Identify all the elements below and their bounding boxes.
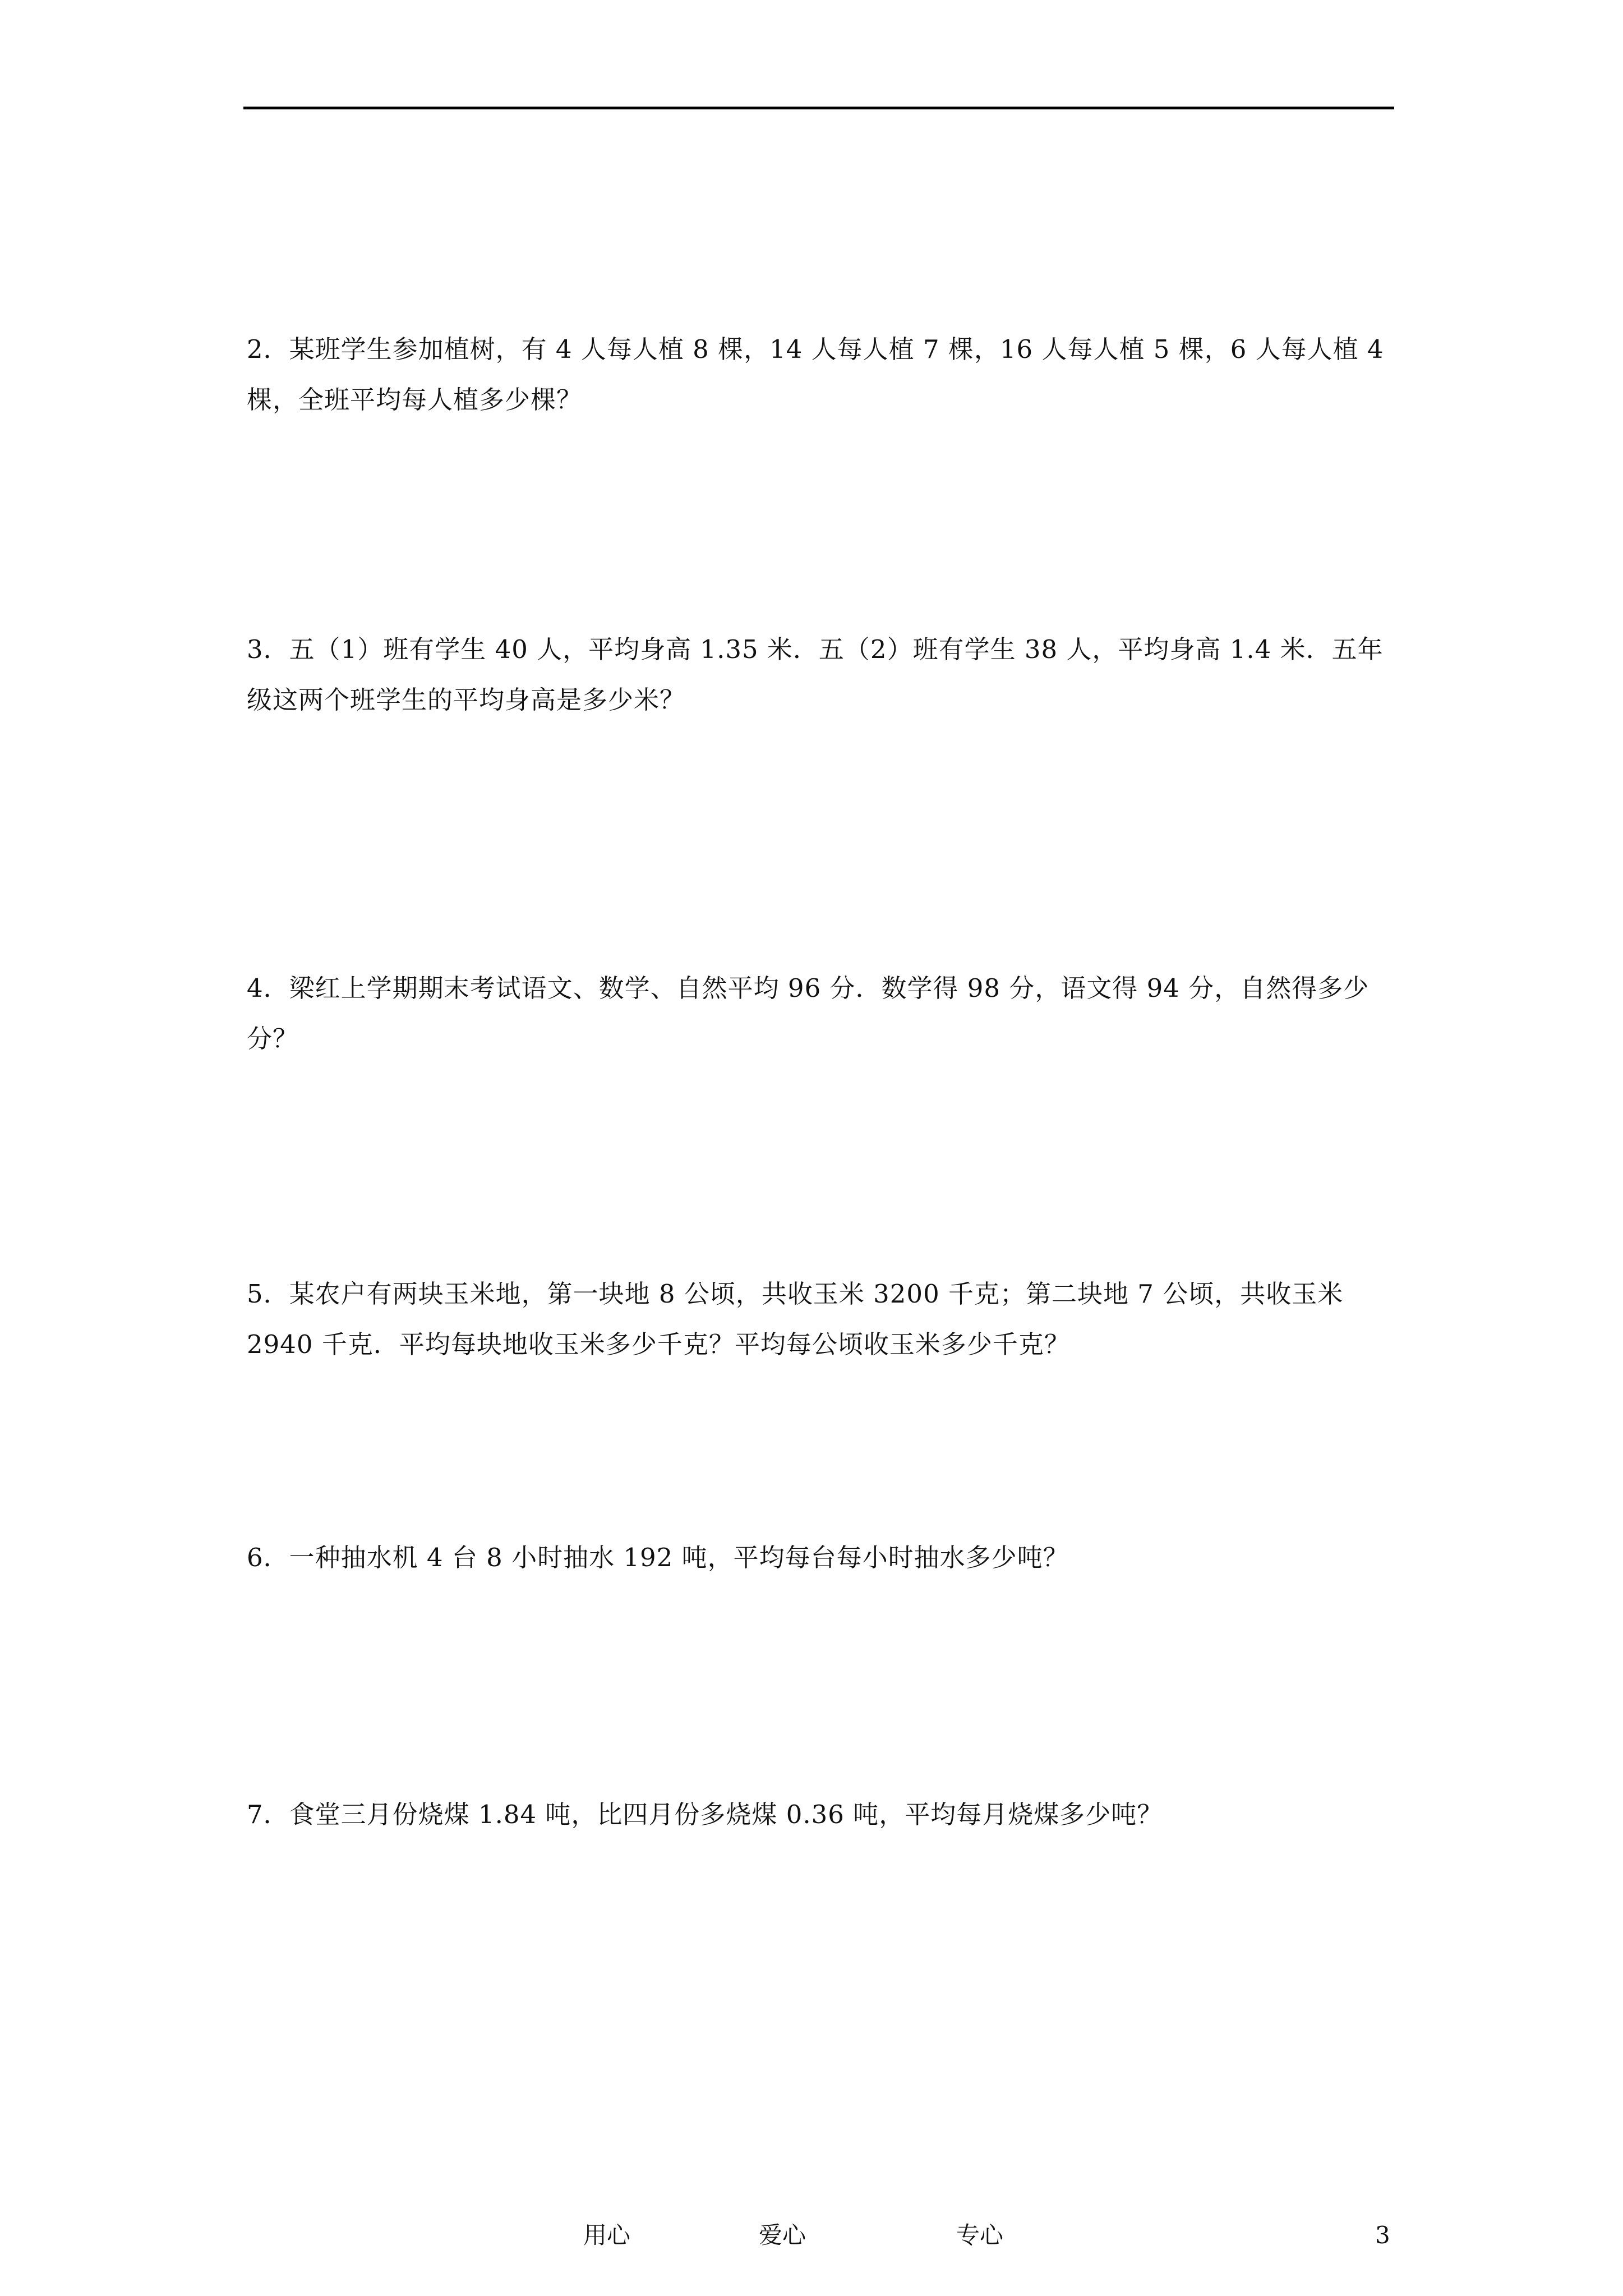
footer-motto-3: 专心 (956, 2221, 1004, 2249)
page-number: 3 (1375, 2221, 1390, 2249)
header-rule (243, 107, 1394, 109)
footer-motto-2: 爱心 (759, 2221, 806, 2249)
question-7: 7．食堂三月份烧煤 1.84 吨，比四月份多烧煤 0.36 吨，平均每月烧煤多少吨？ (247, 1800, 1163, 1829)
question-4: 4．梁红上学期期末考试语文、数学、自然平均 96 分．数学得 98 分，语文得 94 分，自然得多少分？ (247, 973, 1370, 1053)
question-6: 6．一种抽水机 4 台 8 小时抽水 192 吨，平均每台每小时抽水多少吨？ (247, 1543, 1069, 1572)
question-5: 5．某农户有两块玉米地，第一块地 8 公顷，共收玉米 3200 千克；第二块地 7 公顷，共收玉米 2940 千克．平均每块地收玉米多少千克？平均每公顷收玉米多少千克？ (247, 1279, 1344, 1359)
question-3: 3．五（1）班有学生 40 人，平均身高 1.35 米．五（2）班有学生 38 人，平均身高 1.4 米．五年级这两个班学生的平均身高是多少米？ (247, 634, 1384, 715)
question-2: 2．某班学生参加植树，有 4 人每人植 8 棵，14 人每人植 7 棵，16 人每人植 5 棵，6 人每人植 4 棵，全班平均每人植多少棵？ (247, 334, 1384, 415)
footer-motto-1: 用心 (583, 2221, 631, 2249)
